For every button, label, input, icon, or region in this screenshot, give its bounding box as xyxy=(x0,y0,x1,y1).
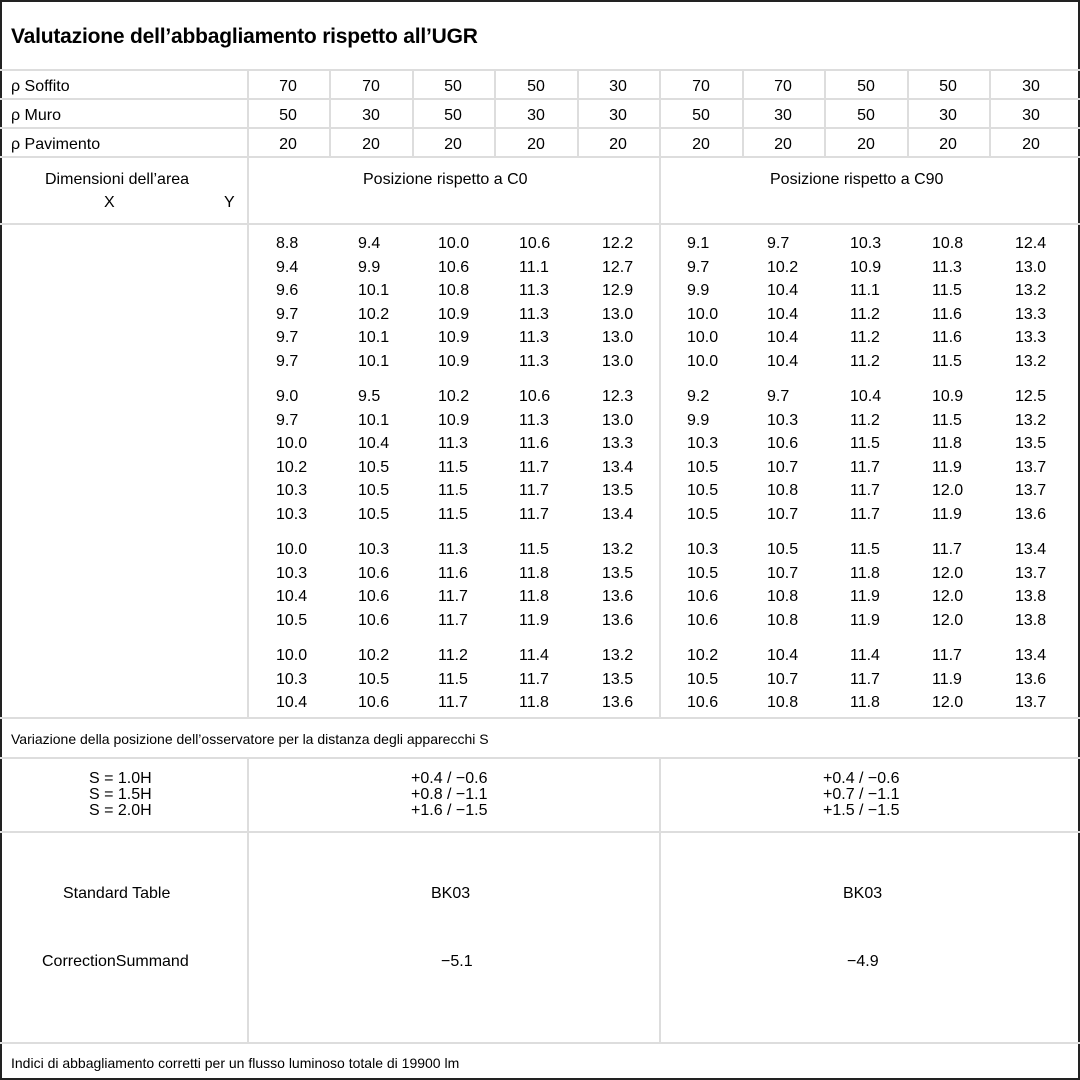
ugr-value-c0: 9.6 xyxy=(276,282,299,299)
ugr-value-c90: 13.7 xyxy=(1015,482,1047,499)
ugr-value-c90: 10.4 xyxy=(767,352,799,370)
ugr-value-c90: 13.7 xyxy=(1015,458,1047,476)
divider xyxy=(247,757,249,1042)
ugr-value-c90: 12.0 xyxy=(932,482,964,499)
variation-c90: +1.5 / −1.5 xyxy=(823,802,900,819)
ugr-value-c90: 9.7 xyxy=(687,258,710,276)
ugr-value-c90: 10.5 xyxy=(687,670,719,688)
ugr-value-c90: 11.1 xyxy=(850,282,880,299)
footer-note: Indici di abbagliamento corretti per un flusso luminoso totale di 19900 lm xyxy=(11,1055,460,1071)
ugr-value-c0: 11.3 xyxy=(519,305,549,323)
ugr-value-c0: 10.3 xyxy=(358,541,390,558)
ugr-value-c90: 11.2 xyxy=(850,305,880,323)
reflectance-value: 30 xyxy=(774,107,792,124)
reflectance-label: ρ Muro xyxy=(11,107,61,124)
ugr-value-c0: 13.5 xyxy=(602,670,634,688)
ugr-value-c0: 10.0 xyxy=(276,435,308,452)
reflectance-value: 20 xyxy=(279,136,297,153)
ugr-value-c0: 10.6 xyxy=(358,694,390,711)
ugr-value-c0: 12.3 xyxy=(602,388,634,405)
ugr-value-c90: 13.3 xyxy=(1015,305,1047,323)
ugr-value-c90: 10.7 xyxy=(767,670,799,688)
ugr-value-c90: 10.6 xyxy=(687,694,719,711)
variation-label: S = 1.0H xyxy=(89,770,152,787)
ugr-value-c0: 10.6 xyxy=(519,235,551,252)
ugr-value-c0: 10.9 xyxy=(438,329,470,346)
ugr-value-c0: 9.7 xyxy=(276,329,299,346)
ugr-value-c90: 11.8 xyxy=(850,564,880,582)
ugr-value-c0: 13.6 xyxy=(602,611,634,629)
ugr-value-c0: 11.9 xyxy=(519,611,549,629)
divider xyxy=(659,223,661,717)
ugr-value-c0: 10.1 xyxy=(358,329,390,346)
ugr-value-c90: 13.4 xyxy=(1015,647,1047,664)
reflectance-value: 50 xyxy=(939,78,957,95)
ugr-value-c90: 10.9 xyxy=(850,258,882,276)
ugr-value-c0: 11.7 xyxy=(438,588,468,605)
ugr-value-c0: 11.1 xyxy=(519,258,549,276)
divider xyxy=(0,831,1080,833)
ugr-value-c0: 11.5 xyxy=(438,670,468,688)
ugr-value-c0: 11.7 xyxy=(519,482,549,499)
ugr-value-c0: 10.6 xyxy=(358,588,390,605)
ugr-value-c90: 10.4 xyxy=(850,388,882,405)
ugr-value-c90: 10.7 xyxy=(767,505,799,523)
ugr-value-c90: 13.8 xyxy=(1015,611,1047,629)
ugr-value-c0: 13.5 xyxy=(602,564,634,582)
reflectance-value: 50 xyxy=(444,107,462,124)
ugr-value-c0: 10.3 xyxy=(276,482,308,499)
ugr-value-c90: 12.0 xyxy=(932,588,964,605)
ugr-value-c90: 11.4 xyxy=(850,647,880,664)
ugr-value-c90: 11.7 xyxy=(932,541,962,558)
reflectance-value: 50 xyxy=(444,78,462,95)
ugr-value-c0: 10.0 xyxy=(276,541,308,558)
x-label: X xyxy=(104,194,115,211)
ugr-value-c0: 10.2 xyxy=(358,647,390,664)
ugr-value-c90: 11.7 xyxy=(850,505,880,523)
variation-c0: +0.4 / −0.6 xyxy=(411,770,488,787)
correction-label: CorrectionSummand xyxy=(42,953,189,970)
ugr-value-c0: 9.4 xyxy=(358,235,381,252)
divider xyxy=(0,717,1080,719)
ugr-value-c0: 11.3 xyxy=(438,435,468,452)
ugr-value-c90: 11.5 xyxy=(850,435,880,452)
ugr-value-c0: 13.0 xyxy=(602,411,634,429)
ugr-value-c0: 10.2 xyxy=(438,388,470,405)
divider xyxy=(0,98,1080,100)
ugr-value-c0: 13.0 xyxy=(602,305,634,323)
ugr-value-c90: 11.5 xyxy=(932,411,962,429)
ugr-value-c90: 11.7 xyxy=(932,647,962,664)
ugr-value-c0: 11.3 xyxy=(519,329,549,346)
reflectance-value: 20 xyxy=(609,136,627,153)
variation-c90: +0.4 / −0.6 xyxy=(823,770,900,787)
ugr-value-c0: 10.6 xyxy=(438,258,470,276)
ugr-value-c0: 10.5 xyxy=(358,482,390,499)
reflectance-label: ρ Pavimento xyxy=(11,136,101,153)
ugr-value-c0: 11.7 xyxy=(438,694,468,711)
ugr-value-c0: 10.6 xyxy=(358,611,390,629)
variation-label: S = 1.5H xyxy=(89,786,152,803)
divider xyxy=(494,69,496,156)
correction-c90: −4.9 xyxy=(847,953,879,970)
standard-table-c0: BK03 xyxy=(431,885,471,902)
page-title: Valutazione dell’abbagliamento rispetto all’UGR xyxy=(11,25,478,48)
ugr-value-c0: 10.2 xyxy=(276,458,308,476)
ugr-value-c90: 11.9 xyxy=(932,670,962,688)
reflectance-value: 20 xyxy=(857,136,875,153)
ugr-value-c0: 10.0 xyxy=(438,235,470,252)
divider xyxy=(907,69,909,156)
ugr-value-c90: 13.7 xyxy=(1015,694,1047,711)
ugr-value-c0: 9.7 xyxy=(276,305,299,323)
ugr-value-c90: 10.6 xyxy=(687,588,719,605)
ugr-value-c0: 10.5 xyxy=(276,611,308,629)
ugr-value-c90: 13.2 xyxy=(1015,282,1047,299)
ugr-value-c0: 13.6 xyxy=(602,588,634,605)
ugr-value-c90: 11.9 xyxy=(850,611,880,629)
ugr-value-c0: 10.6 xyxy=(358,564,390,582)
divider xyxy=(247,223,249,717)
reflectance-value: 70 xyxy=(692,78,710,95)
ugr-value-c0: 10.3 xyxy=(276,505,308,523)
ugr-value-c90: 10.7 xyxy=(767,564,799,582)
reflectance-value: 50 xyxy=(857,107,875,124)
reflectance-value: 70 xyxy=(362,78,380,95)
ugr-value-c90: 10.9 xyxy=(932,388,964,405)
c90-header: Posizione rispetto a C90 xyxy=(770,171,944,188)
divider xyxy=(329,69,331,156)
ugr-value-c90: 12.5 xyxy=(1015,388,1047,405)
divider xyxy=(577,69,579,156)
ugr-value-c90: 13.5 xyxy=(1015,435,1047,452)
ugr-value-c90: 10.3 xyxy=(850,235,882,252)
ugr-value-c90: 10.8 xyxy=(767,694,799,711)
ugr-value-c90: 11.5 xyxy=(932,352,962,370)
standard-table-label: Standard Table xyxy=(63,885,171,902)
ugr-value-c0: 12.9 xyxy=(602,282,634,299)
ugr-value-c90: 10.0 xyxy=(687,329,719,346)
ugr-value-c90: 13.8 xyxy=(1015,588,1047,605)
reflectance-value: 70 xyxy=(279,78,297,95)
ugr-value-c90: 13.4 xyxy=(1015,541,1047,558)
ugr-value-c0: 11.3 xyxy=(438,541,468,558)
ugr-value-c90: 9.7 xyxy=(767,235,790,252)
ugr-value-c0: 12.7 xyxy=(602,258,634,276)
reflectance-value: 30 xyxy=(609,107,627,124)
reflectance-value: 30 xyxy=(527,107,545,124)
reflectance-value: 20 xyxy=(1022,136,1040,153)
ugr-value-c90: 11.7 xyxy=(850,482,880,499)
ugr-value-c0: 11.7 xyxy=(438,611,468,629)
ugr-value-c90: 10.8 xyxy=(767,588,799,605)
variation-c0: +1.6 / −1.5 xyxy=(411,802,488,819)
ugr-value-c0: 11.7 xyxy=(519,505,549,523)
ugr-value-c90: 11.8 xyxy=(850,694,880,711)
ugr-value-c0: 10.5 xyxy=(358,670,390,688)
ugr-value-c0: 10.4 xyxy=(276,588,308,605)
divider xyxy=(0,156,1080,158)
divider xyxy=(989,69,991,156)
ugr-value-c90: 12.4 xyxy=(1015,235,1047,252)
ugr-value-c0: 10.4 xyxy=(276,694,308,711)
ugr-value-c0: 13.0 xyxy=(602,329,634,346)
reflectance-value: 20 xyxy=(774,136,792,153)
ugr-value-c90: 11.6 xyxy=(932,329,962,346)
divider xyxy=(0,1042,1080,1044)
ugr-value-c0: 11.8 xyxy=(519,694,549,711)
ugr-value-c90: 10.0 xyxy=(687,352,719,370)
ugr-value-c90: 11.2 xyxy=(850,329,880,346)
ugr-value-c90: 9.9 xyxy=(687,282,710,299)
ugr-value-c90: 10.4 xyxy=(767,647,799,664)
ugr-value-c0: 10.9 xyxy=(438,352,470,370)
ugr-value-c0: 10.3 xyxy=(276,670,308,688)
ugr-value-c90: 11.9 xyxy=(932,458,962,476)
ugr-value-c0: 13.3 xyxy=(602,435,634,452)
ugr-value-c0: 10.6 xyxy=(519,388,551,405)
ugr-value-c90: 13.0 xyxy=(1015,258,1047,276)
ugr-value-c90: 11.7 xyxy=(850,458,880,476)
reflectance-value: 30 xyxy=(1022,78,1040,95)
ugr-value-c90: 10.5 xyxy=(687,482,719,499)
reflectance-value: 50 xyxy=(279,107,297,124)
reflectance-value: 50 xyxy=(527,78,545,95)
ugr-value-c0: 9.7 xyxy=(276,411,299,429)
divider xyxy=(0,127,1080,129)
divider xyxy=(659,69,661,156)
ugr-value-c0: 13.2 xyxy=(602,647,634,664)
ugr-value-c0: 11.5 xyxy=(438,482,468,499)
ugr-value-c0: 11.6 xyxy=(438,564,468,582)
ugr-value-c90: 9.1 xyxy=(687,235,710,252)
divider xyxy=(247,156,249,223)
ugr-value-c0: 10.2 xyxy=(358,305,390,323)
ugr-value-c90: 12.0 xyxy=(932,694,964,711)
ugr-value-c90: 10.3 xyxy=(687,435,719,452)
ugr-value-c90: 9.9 xyxy=(687,411,710,429)
reflectance-value: 30 xyxy=(1022,107,1040,124)
ugr-value-c0: 9.5 xyxy=(358,388,381,405)
correction-c0: −5.1 xyxy=(441,953,473,970)
ugr-value-c90: 10.2 xyxy=(767,258,799,276)
ugr-value-c0: 13.0 xyxy=(602,352,634,370)
ugr-value-c90: 9.2 xyxy=(687,388,710,405)
ugr-value-c90: 11.7 xyxy=(850,670,880,688)
divider xyxy=(247,69,249,156)
ugr-value-c90: 10.4 xyxy=(767,282,799,299)
reflectance-value: 50 xyxy=(857,78,875,95)
ugr-value-c90: 10.6 xyxy=(767,435,799,452)
ugr-value-c0: 10.1 xyxy=(358,282,390,299)
variation-label: S = 2.0H xyxy=(89,802,152,819)
ugr-value-c0: 8.8 xyxy=(276,235,299,252)
ugr-value-c0: 11.7 xyxy=(519,670,549,688)
ugr-value-c0: 11.8 xyxy=(519,588,549,605)
ugr-value-c0: 13.2 xyxy=(602,541,634,558)
ugr-value-c0: 9.0 xyxy=(276,388,299,405)
ugr-value-c0: 11.8 xyxy=(519,564,549,582)
ugr-value-c0: 13.6 xyxy=(602,694,634,711)
ugr-value-c90: 9.7 xyxy=(767,388,790,405)
reflectance-value: 30 xyxy=(939,107,957,124)
reflectance-value: 20 xyxy=(939,136,957,153)
ugr-value-c90: 10.5 xyxy=(687,458,719,476)
divider xyxy=(412,69,414,156)
divider xyxy=(0,223,1080,225)
reflectance-value: 20 xyxy=(362,136,380,153)
variation-c0: +0.8 / −1.1 xyxy=(411,786,488,803)
reflectance-value: 70 xyxy=(774,78,792,95)
ugr-value-c90: 10.2 xyxy=(687,647,719,664)
standard-table-c90: BK03 xyxy=(843,885,883,902)
ugr-value-c90: 13.6 xyxy=(1015,505,1047,523)
reflectance-value: 30 xyxy=(362,107,380,124)
ugr-value-c90: 11.2 xyxy=(850,411,880,429)
ugr-value-c0: 11.7 xyxy=(519,458,549,476)
ugr-value-c90: 11.6 xyxy=(932,305,962,323)
ugr-value-c0: 10.9 xyxy=(438,411,470,429)
ugr-value-c90: 11.9 xyxy=(850,588,880,605)
divider xyxy=(824,69,826,156)
ugr-value-c90: 13.3 xyxy=(1015,329,1047,346)
ugr-value-c90: 11.8 xyxy=(932,435,962,452)
ugr-value-c90: 10.4 xyxy=(767,329,799,346)
ugr-value-c90: 10.7 xyxy=(767,458,799,476)
ugr-value-c0: 10.4 xyxy=(358,435,390,452)
divider xyxy=(742,69,744,156)
ugr-value-c90: 11.2 xyxy=(850,352,880,370)
reflectance-value: 20 xyxy=(692,136,710,153)
variation-caption: Variazione della posizione dell’osservatore per la distanza degli apparecchi S xyxy=(11,731,489,747)
ugr-value-c90: 10.3 xyxy=(687,541,719,558)
ugr-value-c90: 10.6 xyxy=(687,611,719,629)
ugr-value-c90: 11.5 xyxy=(850,541,880,558)
ugr-value-c0: 11.3 xyxy=(519,352,549,370)
ugr-value-c90: 10.5 xyxy=(767,541,799,558)
divider xyxy=(0,757,1080,759)
variation-c90: +0.7 / −1.1 xyxy=(823,786,900,803)
reflectance-label: ρ Soffito xyxy=(11,78,70,95)
ugr-value-c0: 10.8 xyxy=(438,282,470,299)
ugr-value-c0: 10.1 xyxy=(358,411,390,429)
ugr-value-c90: 10.3 xyxy=(767,411,799,429)
ugr-value-c90: 10.0 xyxy=(687,305,719,323)
ugr-value-c0: 10.5 xyxy=(358,458,390,476)
ugr-value-c0: 11.3 xyxy=(519,282,549,299)
ugr-value-c0: 10.1 xyxy=(358,352,390,370)
ugr-value-c0: 9.9 xyxy=(358,258,381,276)
ugr-value-c90: 13.7 xyxy=(1015,564,1047,582)
area-dimensions-label: Dimensioni dell’area xyxy=(45,171,190,188)
y-label: Y xyxy=(224,194,235,211)
ugr-value-c90: 10.8 xyxy=(932,235,964,252)
ugr-value-c0: 11.6 xyxy=(519,435,549,452)
ugr-value-c0: 10.0 xyxy=(276,647,308,664)
ugr-value-c0: 10.9 xyxy=(438,305,470,323)
ugr-value-c0: 13.4 xyxy=(602,505,634,523)
c0-header: Posizione rispetto a C0 xyxy=(363,171,528,188)
ugr-value-c0: 11.3 xyxy=(519,411,549,429)
divider xyxy=(659,757,661,1042)
ugr-value-c0: 11.5 xyxy=(438,505,468,523)
ugr-value-c90: 11.9 xyxy=(932,505,962,523)
ugr-value-c0: 9.4 xyxy=(276,258,299,276)
ugr-value-c0: 11.4 xyxy=(519,647,549,664)
reflectance-value: 30 xyxy=(609,78,627,95)
ugr-value-c90: 13.2 xyxy=(1015,352,1047,370)
divider xyxy=(659,156,661,223)
ugr-value-c90: 10.4 xyxy=(767,305,799,323)
ugr-value-c90: 10.8 xyxy=(767,611,799,629)
ugr-value-c0: 10.5 xyxy=(358,505,390,523)
ugr-value-c90: 11.3 xyxy=(932,258,962,276)
reflectance-value: 50 xyxy=(692,107,710,124)
ugr-value-c90: 12.0 xyxy=(932,611,964,629)
ugr-value-c90: 13.2 xyxy=(1015,411,1047,429)
ugr-value-c90: 10.8 xyxy=(767,482,799,499)
ugr-value-c90: 13.6 xyxy=(1015,670,1047,688)
ugr-value-c90: 10.5 xyxy=(687,505,719,523)
reflectance-value: 20 xyxy=(527,136,545,153)
ugr-value-c0: 10.3 xyxy=(276,564,308,582)
ugr-value-c90: 10.5 xyxy=(687,564,719,582)
ugr-value-c0: 11.5 xyxy=(519,541,549,558)
divider xyxy=(0,69,1080,71)
ugr-value-c0: 11.5 xyxy=(438,458,468,476)
ugr-value-c0: 9.7 xyxy=(276,352,299,370)
reflectance-value: 20 xyxy=(444,136,462,153)
ugr-value-c90: 12.0 xyxy=(932,564,964,582)
ugr-value-c0: 13.4 xyxy=(602,458,634,476)
ugr-value-c0: 13.5 xyxy=(602,482,634,499)
ugr-value-c90: 11.5 xyxy=(932,282,962,299)
ugr-value-c0: 12.2 xyxy=(602,235,634,252)
ugr-value-c0: 11.2 xyxy=(438,647,468,664)
